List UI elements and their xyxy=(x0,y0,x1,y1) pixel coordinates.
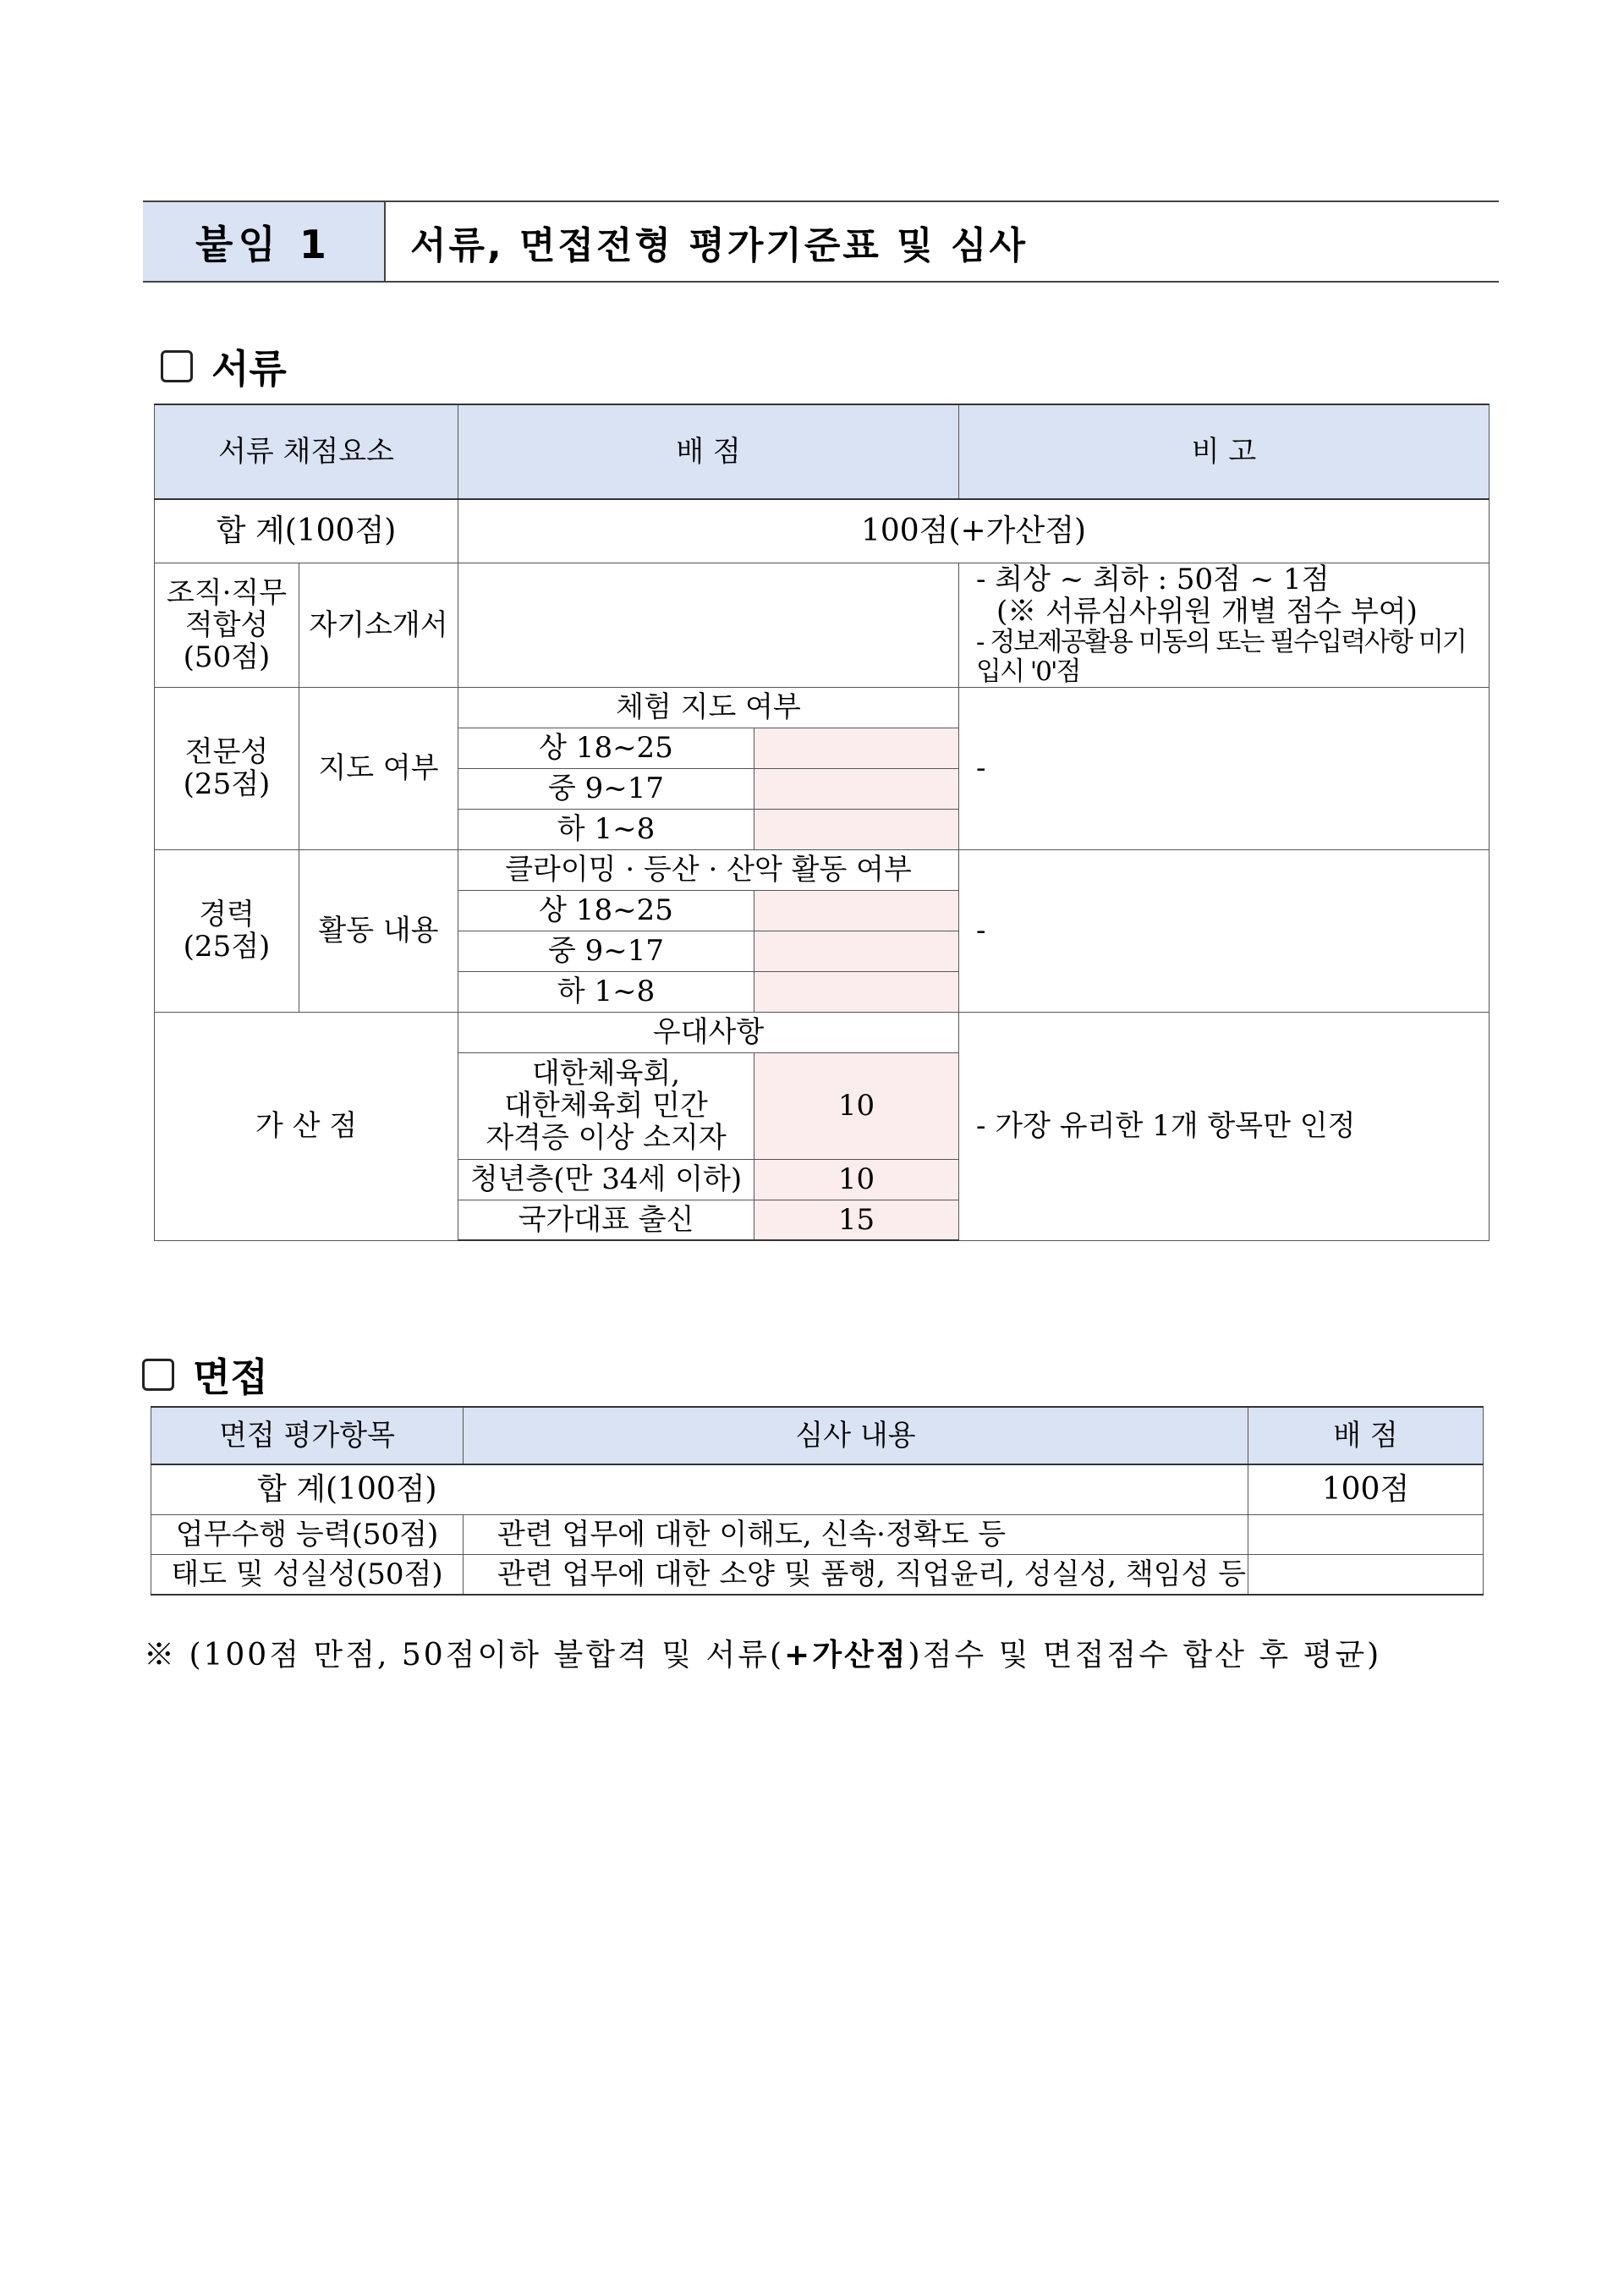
level-label: 하 1~8 xyxy=(458,809,754,849)
bonus-item xyxy=(458,1052,754,1159)
bonus-item-line: 대한체육회, xyxy=(531,1056,681,1090)
interview-total-value: 100점 xyxy=(1248,1464,1484,1515)
fit-score-cell xyxy=(458,563,959,688)
fit-notes xyxy=(959,563,1490,688)
checkbox-icon xyxy=(142,1359,174,1391)
score-input-cell xyxy=(754,931,959,971)
fit-category-line: (50점) xyxy=(183,640,271,674)
interview-content: 관련 업무에 대한 이해도, 신속·정확도 등 xyxy=(464,1515,1248,1555)
score-input-cell xyxy=(754,971,959,1012)
interview-content: 관련 업무에 대한 소양 및 품행, 직업윤리, 성실성, 책임성 등 xyxy=(464,1555,1248,1596)
career-category xyxy=(155,849,299,1012)
career-header-row xyxy=(155,849,1490,890)
expertise-item: 지도 여부 xyxy=(299,687,458,849)
interview-score-cell xyxy=(1248,1515,1484,1555)
table-header-row xyxy=(151,1407,1484,1464)
doc-section-heading xyxy=(161,338,287,394)
career-category-line: (25점) xyxy=(183,930,271,964)
career-subheader: 클라이밍 · 등산 · 산악 활동 여부 xyxy=(458,849,959,890)
footnote xyxy=(144,1631,1381,1674)
interview-item: 태도 및 성실성(50점) xyxy=(151,1555,464,1596)
interview-score-cell xyxy=(1248,1555,1484,1596)
header-interview-score: 배 점 xyxy=(1248,1407,1484,1464)
fit-item: 자기소개서 xyxy=(299,563,458,688)
fit-row xyxy=(155,563,1490,688)
level-label: 상 18~25 xyxy=(458,890,754,931)
score-input-cell xyxy=(754,728,959,768)
score-input-cell xyxy=(754,768,959,809)
fit-note-line: (※ 서류심사위원 개별 점수 부여) xyxy=(996,595,1418,629)
bonus-item: 국가대표 출신 xyxy=(458,1200,754,1240)
fit-category-line: 조직·직무 xyxy=(166,575,288,610)
bonus-points: 10 xyxy=(754,1052,959,1159)
header-remarks: 비 고 xyxy=(959,404,1490,499)
footnote-bonus: +가산점 xyxy=(784,1638,908,1673)
checkbox-icon xyxy=(161,350,193,382)
interview-item: 업무수행 능력(50점) xyxy=(151,1515,464,1555)
expertise-note: - xyxy=(959,687,1490,849)
career-note: - xyxy=(959,849,1490,1012)
doc-evaluation-table xyxy=(154,404,1490,1241)
bonus-points: 15 xyxy=(754,1200,959,1240)
bonus-label: 가 산 점 xyxy=(155,1012,458,1240)
expertise-category-line: 전문성 xyxy=(184,735,269,770)
fit-category xyxy=(155,563,299,688)
fit-category-line: 적합성 xyxy=(184,607,269,642)
attachment-label: 붙임 1 xyxy=(143,202,386,281)
bonus-note: - 가장 유리한 1개 항목만 인정 xyxy=(959,1012,1490,1240)
footnote-suffix: )점수 및 면접점수 합산 후 평균) xyxy=(908,1638,1382,1673)
header-criteria: 서류 채점요소 xyxy=(155,404,458,499)
score-input-cell xyxy=(754,890,959,931)
header-interview-item: 면접 평가항목 xyxy=(151,1407,464,1464)
fit-note-line: - 정보제공활용 미동의 또는 필수입력사항 미기입시 '0'점 xyxy=(976,627,1466,687)
score-input-cell xyxy=(754,809,959,849)
total-row xyxy=(151,1464,1484,1515)
bonus-item-line: 자격증 이상 소지자 xyxy=(486,1121,727,1156)
level-label: 상 18~25 xyxy=(458,728,754,768)
interview-row xyxy=(151,1515,1484,1555)
bonus-item-line: 대한체육회 민간 xyxy=(504,1089,708,1123)
bonus-subheader: 우대사항 xyxy=(458,1012,959,1052)
fit-note-line: - 최상 ~ 최하 : 50점 ~ 1점 xyxy=(976,563,1330,596)
expertise-header-row xyxy=(155,687,1490,728)
total-label: 합 계(100점) xyxy=(155,499,458,563)
interview-section-heading xyxy=(142,1347,268,1403)
footnote-prefix: ※ (100점 만점, 50점이하 불합격 및 서류( xyxy=(144,1638,785,1673)
level-label: 중 9~17 xyxy=(458,768,754,809)
total-value: 100점(+가산점) xyxy=(458,499,1490,563)
interview-row xyxy=(151,1555,1484,1596)
level-label: 중 9~17 xyxy=(458,931,754,971)
bonus-item: 청년층(만 34세 이하) xyxy=(458,1159,754,1200)
interview-evaluation-table xyxy=(151,1406,1484,1596)
total-row xyxy=(155,499,1490,563)
document-title: 서류, 면접전형 평가기준표 및 심사 xyxy=(410,223,1029,267)
doc-section-title: 서류 xyxy=(211,346,287,392)
title-bar xyxy=(143,200,1499,283)
interview-total-label: 합 계(100점) xyxy=(151,1464,1248,1515)
level-label: 하 1~8 xyxy=(458,971,754,1012)
header-score: 배 점 xyxy=(458,404,959,499)
expertise-category-line: (25점) xyxy=(183,767,271,802)
bonus-points: 10 xyxy=(754,1159,959,1200)
expertise-subheader: 체험 지도 여부 xyxy=(458,687,959,728)
bonus-header-row xyxy=(155,1012,1490,1052)
table-header-row xyxy=(155,404,1490,499)
header-interview-content: 심사 내용 xyxy=(464,1407,1248,1464)
career-category-line: 경력 xyxy=(199,898,255,932)
career-item: 활동 내용 xyxy=(299,849,458,1012)
expertise-category xyxy=(155,687,299,849)
interview-section-title: 면접 xyxy=(193,1354,268,1400)
